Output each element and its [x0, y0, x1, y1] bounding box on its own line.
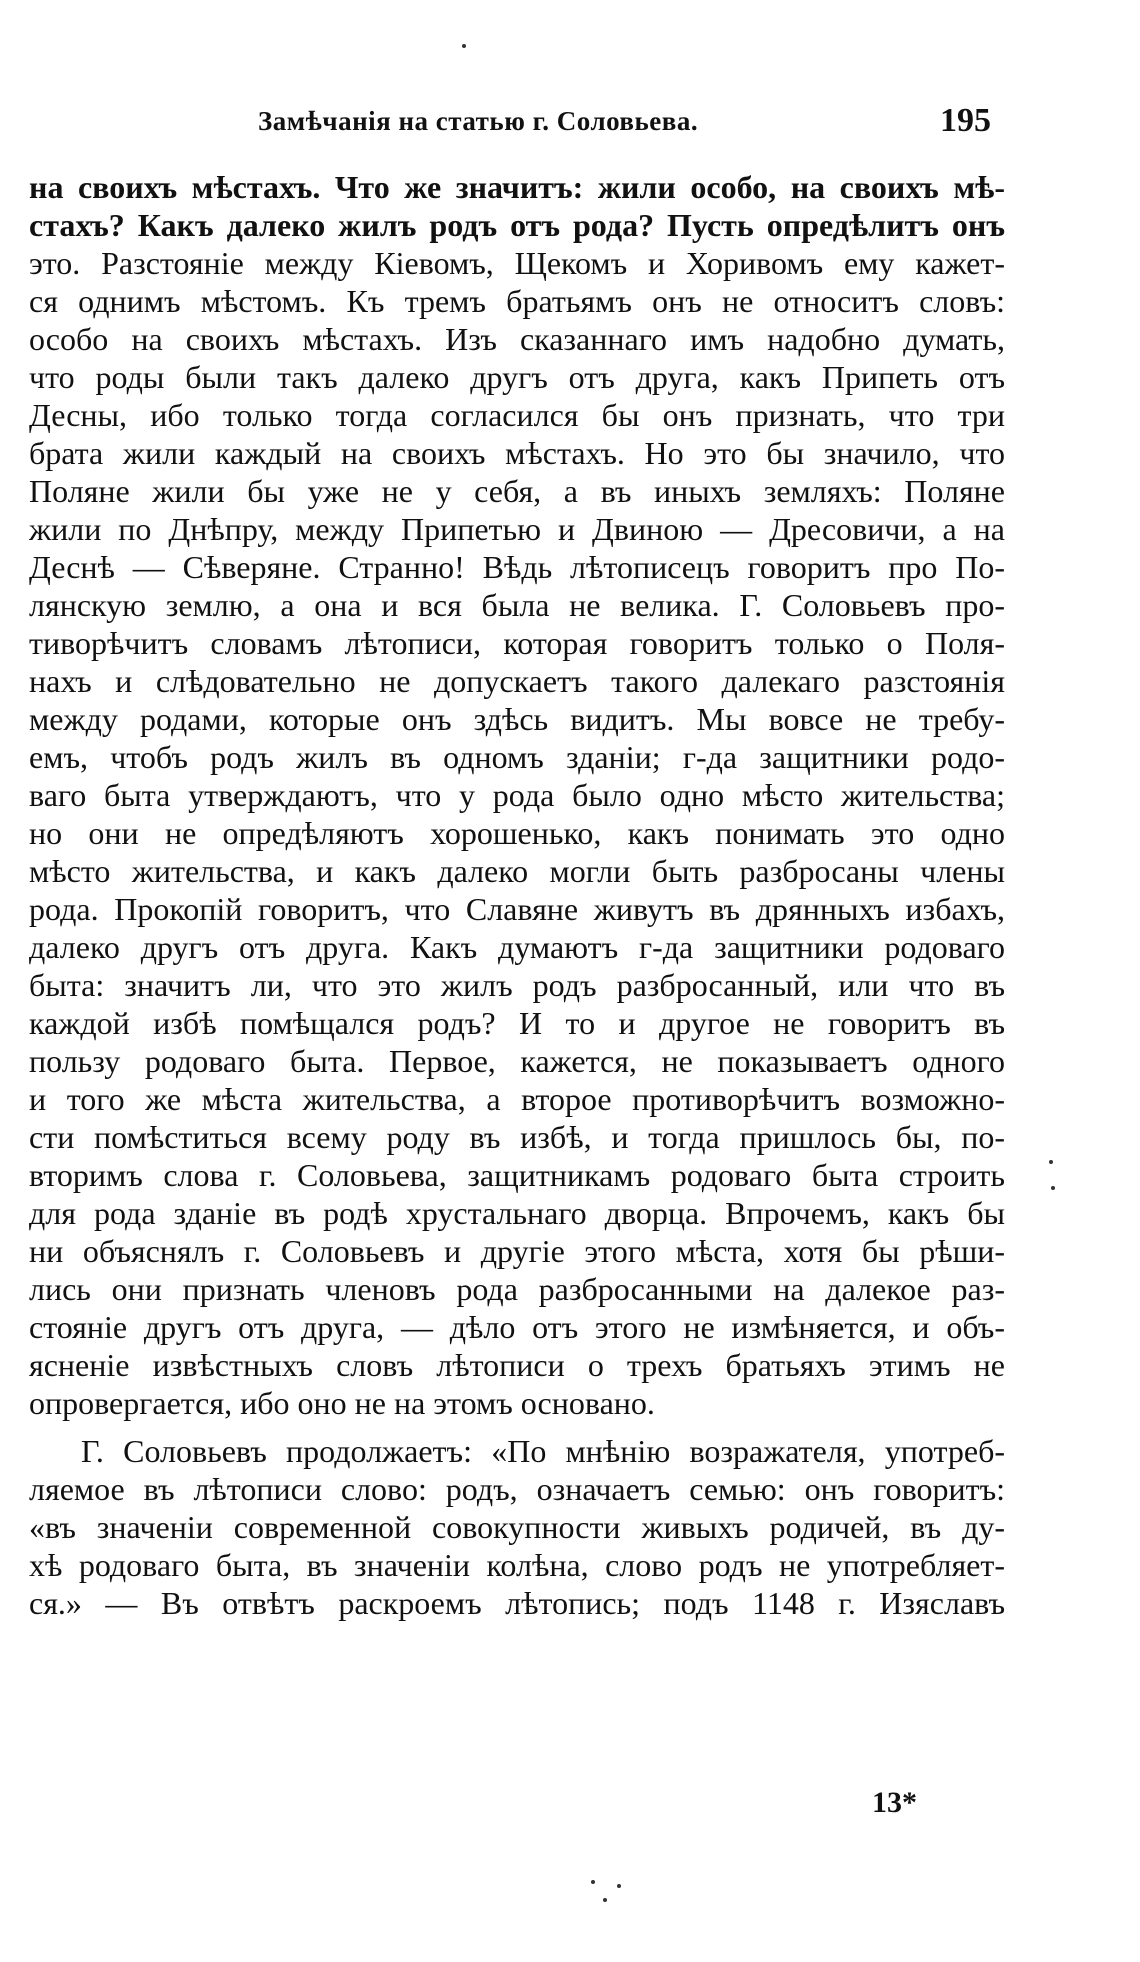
page-header — [0, 100, 1140, 140]
text-line: на своихъ мѣстахъ. Что же значитъ: жили особо, на своихъ мѣ- — [29, 169, 1005, 205]
text-line: мѣсто жительства, и какъ далеко могли быть разбросаны члены — [29, 853, 1005, 889]
scan-speck — [1051, 1186, 1055, 1190]
text-line: тиворѣчитъ словамъ лѣтописи, которая говоритъ только о Поля- — [29, 625, 1005, 661]
text-line: особо на своихъ мѣстахъ. Изъ сказаннаго имъ надобно думать, — [29, 321, 1005, 357]
text-line: ясненіе извѣстныхъ словъ лѣтописи о трехъ братьяхъ этимъ не — [29, 1347, 1005, 1383]
text-line: ваго быта утверждаютъ, что у рода было одно мѣсто жительства; — [29, 777, 1005, 813]
text-line: пользу родоваго быта. Первое, кажется, не показываетъ одного — [29, 1043, 1005, 1079]
text-line: жили по Днѣпру, между Припетью и Двиною — Дресовичи, а на — [29, 511, 1005, 547]
text-line: рода. Прокопій говоритъ, что Славяне живутъ въ дрянныхъ избахъ, — [29, 891, 1005, 927]
text-line: между родами, которые онъ здѣсь видитъ. Мы вовсе не требу- — [29, 701, 1005, 737]
text-line: сти помѣститься всему роду въ избѣ, и тогда пришлось бы, по- — [29, 1119, 1005, 1155]
body-text — [29, 168, 1005, 1622]
text-line: ни объяснялъ г. Соловьевъ и другіе этого мѣста, хотя бы рѣши- — [29, 1233, 1005, 1269]
text-line: ся.» — Въ отвѣтъ раскроемъ лѣтопись; подъ 1148 г. Изяславъ — [29, 1585, 1005, 1621]
text-line: стояніе другъ отъ друга, — дѣло отъ этого не измѣняется, и объ- — [29, 1309, 1005, 1345]
scan-speck — [617, 1884, 621, 1888]
text-line: каждой избѣ помѣщался родъ? И то и другое не говоритъ въ — [29, 1005, 1005, 1041]
text-line: емъ, чтобъ родъ жилъ въ одномъ зданіи; г-да защитники родо- — [29, 739, 1005, 775]
text-line: ляемое въ лѣтописи слово: родъ, означаетъ семью: онъ говоритъ: — [29, 1471, 1005, 1507]
text-line: Деснѣ — Сѣверяне. Странно! Вѣдь лѣтописецъ говоритъ про По- — [29, 549, 1005, 585]
text-line: брата жили каждый на своихъ мѣстахъ. Но это бы значило, что — [29, 435, 1005, 471]
text-line: быта: значитъ ли, что это жилъ родъ разбросанный, или что въ — [29, 967, 1005, 1003]
text-line: Десны, ибо только тогда согласился бы онъ признать, что три — [29, 397, 1005, 433]
text-line: и того же мѣста жительства, а второе противорѣчитъ возможно- — [29, 1081, 1005, 1117]
text-line: вторимъ слова г. Соловьева, защитникамъ родоваго быта строить — [29, 1157, 1005, 1193]
text-line: это. Разстояніе между Кіевомъ, Щекомъ и Хоривомъ ему кажет- — [29, 245, 1005, 281]
text-line: но они не опредѣляютъ хорошенько, какъ понимать это одно — [29, 815, 1005, 851]
text-line: далеко другъ отъ друга. Какъ думаютъ г-да защитники родоваго — [29, 929, 1005, 965]
text-line: ся однимъ мѣстомъ. Къ тремъ братьямъ онъ не относитъ словъ: — [29, 283, 1005, 319]
running-head: Замѣчанія на статью г. Соловьева. — [258, 106, 699, 136]
text-line: лянскую землю, а она и вся была не велика. Г. Соловьевъ про- — [29, 587, 1005, 623]
page-number: 195 — [940, 102, 991, 139]
text-line: нахъ и слѣдовательно не допускаетъ такого далекаго разстоянія — [29, 663, 1005, 699]
scan-speck — [462, 44, 466, 48]
text-line: Г. Соловьевъ продолжаетъ: «По мнѣнію возражателя, употреб- — [81, 1433, 1005, 1469]
text-line: «въ значеніи современной совокупности живыхъ родичей, въ ду- — [29, 1509, 1005, 1545]
text-line: Поляне жили бы уже не у себя, а въ иныхъ земляхъ: Поляне — [29, 473, 1005, 509]
scan-speck — [1049, 1160, 1053, 1164]
signature-mark: 13* — [872, 1786, 917, 1819]
scan-speck — [591, 1880, 595, 1884]
scan-speck — [603, 1898, 607, 1902]
text-line: опровергается, ибо оно не на этомъ основано. — [29, 1385, 655, 1421]
text-line: лись они признать членовъ рода разбросанными на далекое раз- — [29, 1271, 1005, 1307]
text-line: что роды были такъ далеко другъ отъ друга, какъ Припеть отъ — [29, 359, 1005, 395]
text-line: хѣ родоваго быта, въ значеніи колѣна, слово родъ не употребляет- — [29, 1547, 1005, 1583]
text-line: стахъ? Какъ далеко жилъ родъ отъ рода? Пусть опредѣлитъ онъ — [29, 207, 1005, 243]
text-line: для рода зданіе въ родѣ хрустальнаго дворца. Впрочемъ, какъ бы — [29, 1195, 1005, 1231]
